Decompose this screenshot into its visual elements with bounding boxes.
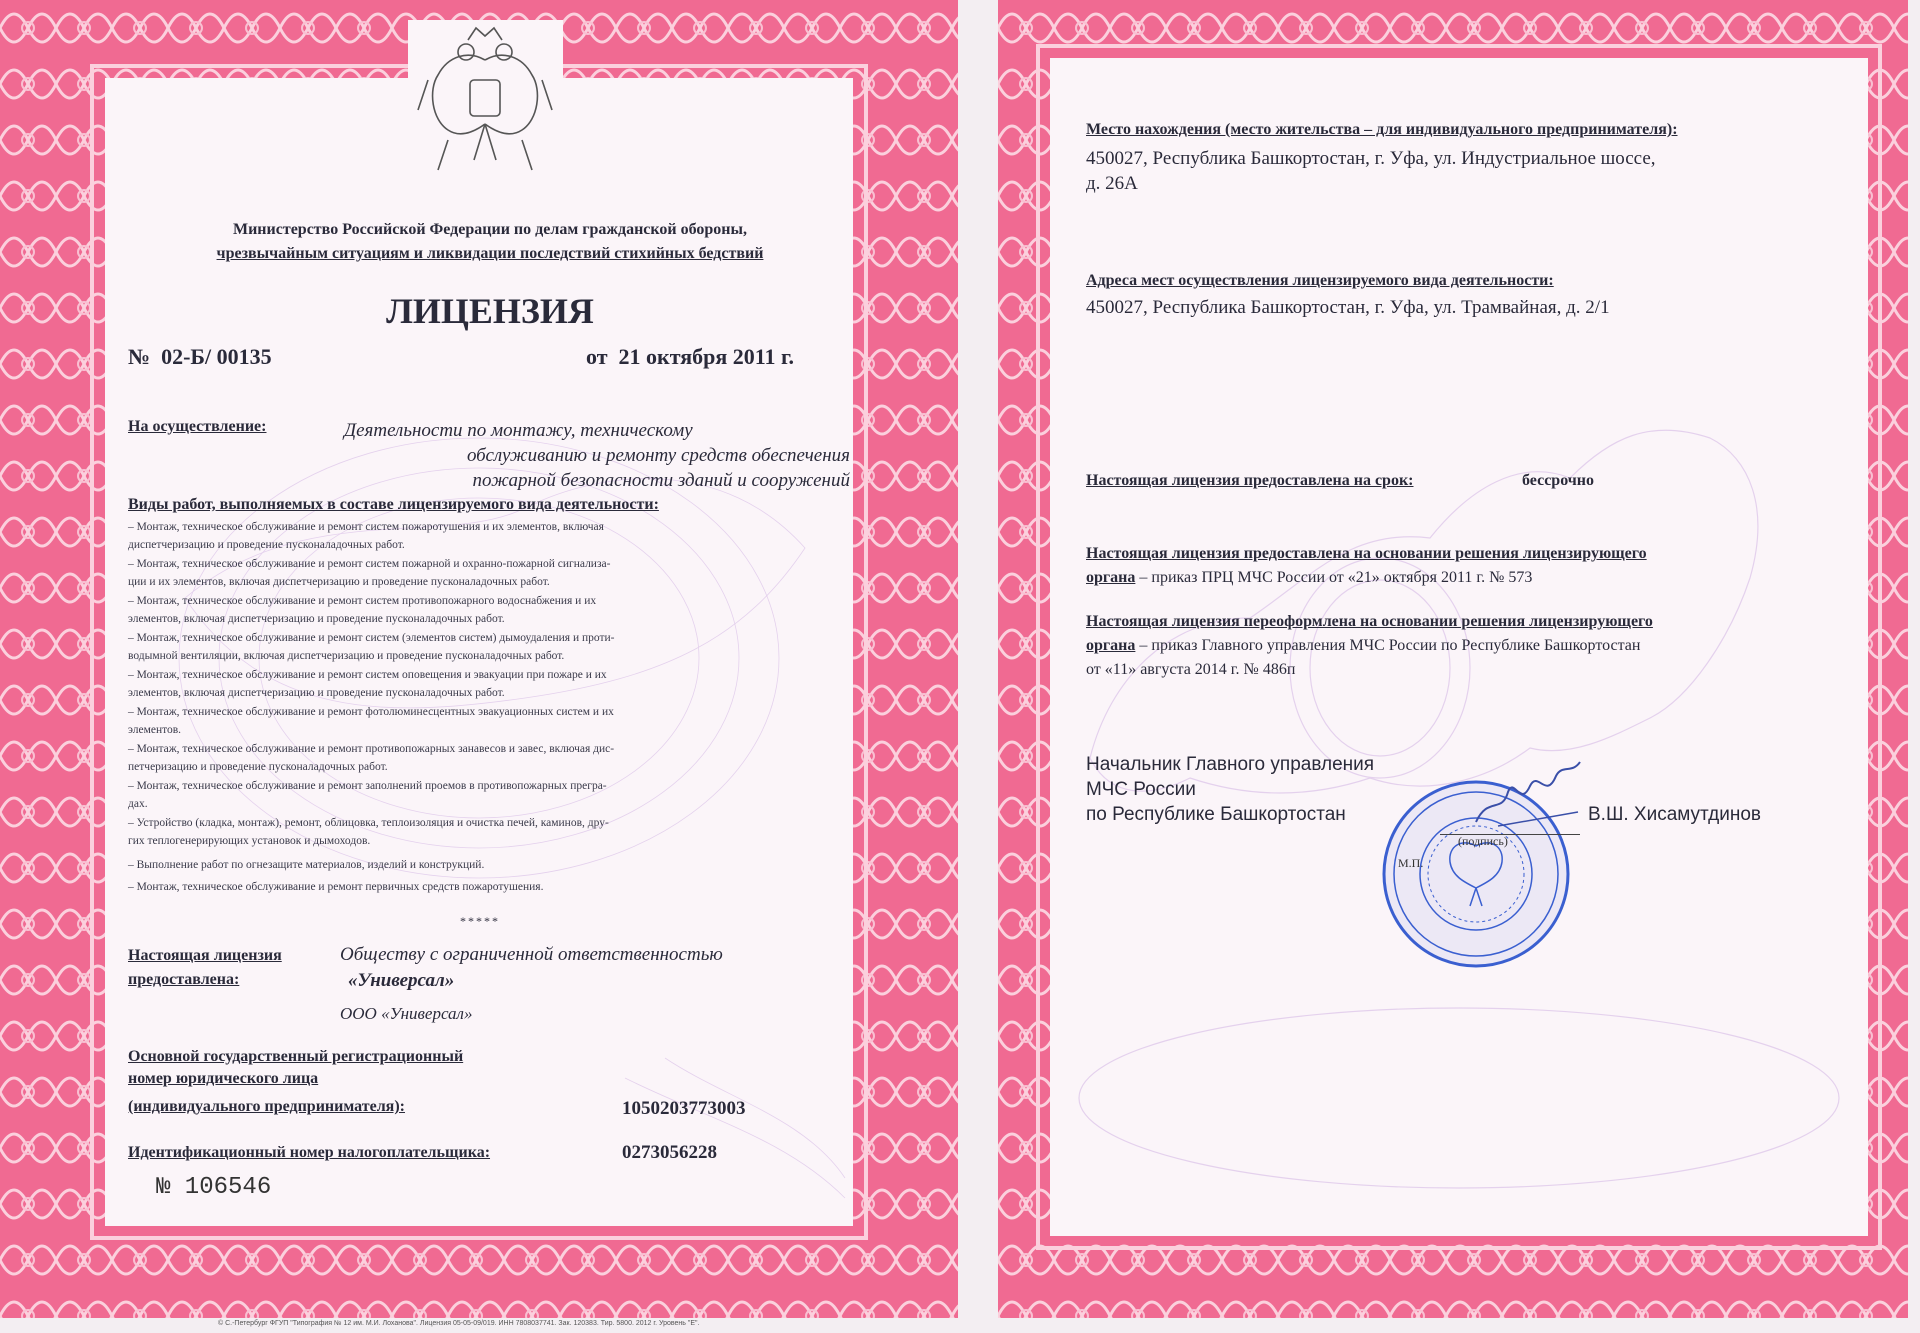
- date-value: 21 октября 2011 г.: [618, 344, 795, 369]
- list-item: [128, 740, 838, 776]
- document-title: ЛИЦЕНЗИЯ: [386, 291, 594, 331]
- reissue-line-2: [1086, 634, 1653, 658]
- signer-title-line: Начальник Главного управления: [1086, 754, 1375, 775]
- location-label: Место нахождения (место жительства – для индивидуального предпринимателя):: [1086, 121, 1678, 138]
- license-date: [586, 344, 794, 370]
- ministry-name: [170, 218, 810, 266]
- term-label: Настоящая лицензия предоставлена на срок:: [1086, 472, 1414, 489]
- addresses-value: 450027, Республика Башкортостан, г. Уфа, ул. Трамвайная, д. 2/1: [1086, 297, 1610, 318]
- reissue-block: [1086, 610, 1653, 682]
- licensee-line: «Универсал»: [348, 970, 455, 991]
- location-address: [1086, 146, 1656, 196]
- granted-label-line: Настоящая лицензия: [128, 947, 282, 964]
- basis-label-organ: органа: [1086, 569, 1136, 586]
- granted-label: [128, 944, 282, 992]
- number-label: №: [128, 344, 151, 369]
- list-item: [128, 878, 838, 896]
- list-item: [128, 592, 838, 628]
- inn-label: Идентификационный номер налогоплательщика:: [128, 1144, 491, 1161]
- handwritten-signature: [1468, 756, 1588, 836]
- license-number: [128, 344, 272, 370]
- list-item-line: петчеризацию и проведение пусконаладочных работ.: [128, 761, 388, 773]
- works-list: [104, 518, 844, 908]
- works-heading: Виды работ, выполняемых в составе лицензируемого вида деятельности:: [128, 496, 659, 513]
- list-item: [128, 856, 838, 874]
- list-item-line: – Монтаж, техническое обслуживание и ремонт первичных средств пожаротушения.: [128, 881, 544, 893]
- ministry-line-2: чрезвычайным ситуациям и ликвидации последствий стихийных бедствий: [216, 245, 764, 262]
- separator-stars: *****: [460, 914, 500, 928]
- ministry-line-1: Министерство Российской Федерации по делам гражданской обороны,: [232, 221, 748, 238]
- term-value: бессрочно: [1522, 472, 1595, 489]
- list-item-line: – Монтаж, техническое обслуживание и ремонт противопожарных занавесов и завес, включая дис-: [128, 743, 615, 755]
- stamp-place-label: М.П.: [1398, 856, 1424, 870]
- signer-title-line: по Республике Башкортостан: [1086, 804, 1346, 825]
- list-item-line: водымной вентиляции, включая диспетчеризацию и проведение пусконаладочных работ.: [128, 650, 565, 662]
- activity-label: На осуществление:: [128, 418, 267, 435]
- printing-house-footer: © С.-Петербург ФГУП "Типография № 12 им. М.И. Лоханова". Лицензия 05-05-09/019. ИНН 7808037741. Зак. 120383. Тир. 5800. 2012 г. Уровень "Е".: [218, 1320, 700, 1327]
- basis-line-2: [1086, 566, 1647, 590]
- list-item: [128, 629, 838, 665]
- basis-label: Настоящая лицензия предоставлена на основании решения лицензирующего: [1086, 545, 1647, 562]
- activity-line: обслуживанию и ремонту средств обеспечения: [466, 445, 850, 466]
- date-prefix: от: [586, 344, 608, 369]
- list-item: [128, 555, 838, 591]
- list-item-line: дах.: [128, 798, 148, 810]
- russian-coat-of-arms-emblem: [408, 20, 563, 180]
- list-item-line: – Монтаж, техническое обслуживание и ремонт фотолюминесцентных эвакуационных систем и их: [128, 706, 614, 718]
- number-value: 02-Б/ 00135: [161, 344, 272, 369]
- list-item-line: гих теплогенерирующих установок и дымоходов.: [128, 835, 371, 847]
- list-item: [128, 703, 838, 739]
- signature-caption: (подпись): [1458, 834, 1508, 848]
- granted-label-line: предоставлена:: [128, 971, 240, 988]
- list-item: [128, 518, 838, 554]
- signer-title-line: МЧС России: [1086, 779, 1196, 800]
- licensee-short-name: ООО «Универсал»: [340, 1004, 473, 1023]
- location-line: д. 26А: [1086, 173, 1138, 194]
- list-item-line: – Монтаж, техническое обслуживание и ремонт систем пожаротушения и их элементов, включая: [128, 521, 604, 533]
- ogrn-label-line: (индивидуального предпринимателя):: [128, 1098, 405, 1115]
- list-item-line: – Выполнение работ по огнезащите материалов, изделий и конструкций.: [128, 859, 485, 871]
- list-item-line: ции и их элементов, включая диспетчеризацию и проведение пусконаладочных работ.: [128, 576, 550, 588]
- reissue-label-organ: органа: [1086, 637, 1136, 654]
- licensee-line: Обществу с ограниченной ответственностью: [340, 944, 723, 965]
- list-item-line: – Монтаж, техническое обслуживание и ремонт систем оповещения и эвакуации при пожаре и их: [128, 669, 607, 681]
- reissue-value: – приказ Главного управления МЧС России по Республике Башкортостан: [1135, 637, 1641, 654]
- addresses-label: Адреса мест осуществления лицензируемого вида деятельности:: [1086, 272, 1554, 289]
- form-serial-number: № 106546: [156, 1174, 272, 1201]
- ogrn-label-line: номер юридического лица: [128, 1070, 319, 1087]
- ogrn-value: 1050203773003: [622, 1098, 746, 1119]
- basis-value: – приказ ПРЦ МЧС России от «21» октября 2011 г. № 573: [1135, 569, 1533, 586]
- activity-line: пожарной безопасности зданий и сооружений: [472, 470, 850, 491]
- reissue-label: Настоящая лицензия переоформлена на основании решения лицензирующего: [1086, 613, 1653, 630]
- list-item-line: – Монтаж, техническое обслуживание и ремонт систем пожарной и охранно-пожарной сигнализа-: [128, 558, 611, 570]
- ogrn-label: [128, 1046, 463, 1118]
- signer-name: В.Ш. Хисамутдинов: [1588, 804, 1761, 825]
- activity-description: [330, 418, 850, 493]
- list-item: [128, 666, 838, 702]
- license-front-page: [0, 0, 958, 1318]
- list-item-line: элементов, включая диспетчеризацию и проведение пусконаладочных работ.: [128, 687, 505, 699]
- list-item-line: элементов.: [128, 724, 182, 736]
- signer-title: [1086, 752, 1374, 827]
- location-line: 450027, Республика Башкортостан, г. Уфа, ул. Индустриальное шоссе,: [1086, 148, 1656, 169]
- list-item: [128, 777, 838, 813]
- list-item-line: элементов, включая диспетчеризацию и проведение пусконаладочных работ.: [128, 613, 505, 625]
- list-item: [128, 814, 838, 850]
- list-item-line: – Монтаж, техническое обслуживание и ремонт систем противопожарного водоснабжения и их: [128, 595, 597, 607]
- ogrn-label-line: Основной государственный регистрационный: [128, 1048, 464, 1065]
- list-item-line: – Устройство (кладка, монтаж), ремонт, облицовка, теплоизоляция и очистка печей, каминов, дру-: [128, 817, 609, 829]
- activity-line: Деятельности по монтажу, техническому: [344, 420, 693, 441]
- licensee-full-name: [340, 942, 723, 994]
- basis-block: [1086, 542, 1647, 590]
- reissue-value-date: от «11» августа 2014 г. № 486п: [1086, 661, 1296, 678]
- list-item-line: – Монтаж, техническое обслуживание и ремонт заполнений проемов в противопожарных прегра-: [128, 780, 607, 792]
- list-item-line: диспетчеризацию и проведение пусконаладочных работ.: [128, 539, 405, 551]
- list-item-line: – Монтаж, техническое обслуживание и ремонт систем (элементов систем) дымоудаления и проти-: [128, 632, 615, 644]
- inn-value: 0273056228: [622, 1142, 717, 1163]
